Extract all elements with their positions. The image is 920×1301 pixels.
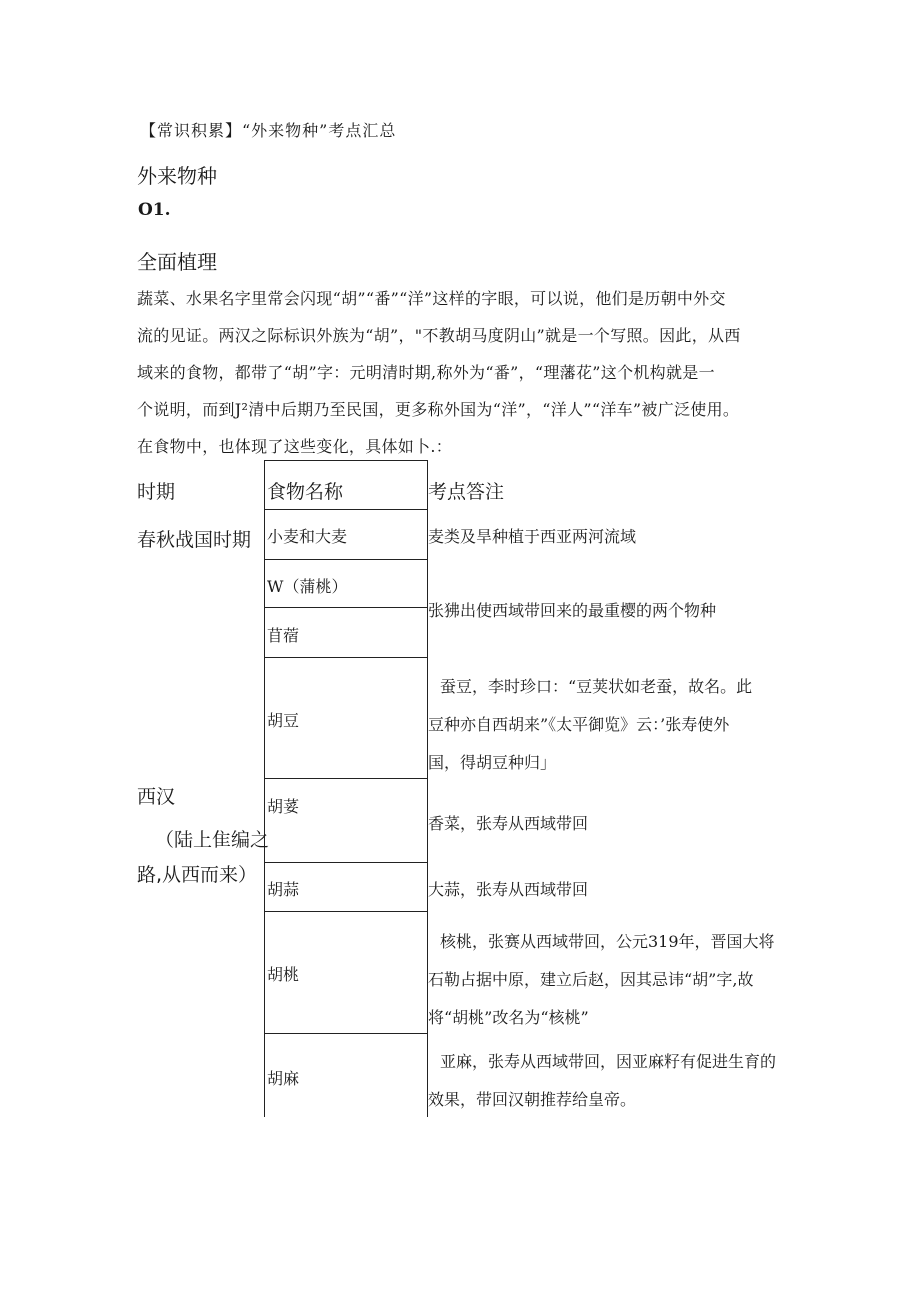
period-western-han: 西汉 bbox=[137, 786, 176, 808]
table-header-period: 时期 bbox=[137, 481, 176, 503]
table-rule bbox=[264, 1033, 427, 1034]
paragraph-line: 在食物中，也体现了这些变化，具体如卜.： bbox=[137, 437, 453, 456]
food-name: 胡桃 bbox=[267, 965, 300, 984]
table-rule bbox=[264, 657, 427, 658]
food-name: 胡蒜 bbox=[267, 880, 300, 899]
note-text: 蚕豆，李时珍口：“豆荚状如老蚕，故名。此 豆种亦自西胡来”《太平御览》云：’张寿使外 国，得胡豆种归」 bbox=[428, 677, 753, 772]
food-name: 胡荽 bbox=[267, 797, 300, 816]
note-text: 麦类及旱种植于西亚两河流域 bbox=[428, 527, 637, 546]
note-text: 核桃，张赛从西域带回，公元319年，晋国大将 石勒占据中原，建立后赵，因其忌讳“胡”字,故 将“胡桃”改名为“核桃” bbox=[428, 932, 775, 1027]
food-name: 胡豆 bbox=[267, 711, 300, 730]
table-rule bbox=[264, 460, 427, 461]
food-name: W（蒲桃） bbox=[267, 577, 348, 596]
table-rule bbox=[264, 778, 427, 779]
subsection-title: 全面植理 bbox=[137, 250, 217, 274]
table-rule bbox=[264, 559, 427, 560]
note-text: 张狒出使西域带回来的最重樱的两个物种 bbox=[428, 601, 717, 620]
food-name: 胡麻 bbox=[267, 1069, 300, 1088]
section-number: O1. bbox=[138, 200, 171, 220]
table-rule bbox=[264, 911, 427, 912]
document-header: 【常识积累】“外来物种”考点汇总 bbox=[140, 121, 397, 140]
paragraph-line: 个说明，而到J²清中后期乃至民国，更多称外国为“洋”，“洋人”“洋车”被广泛使用。 bbox=[137, 400, 740, 419]
note-text: 亚麻，张寿从西域带回，因亚麻籽有促进生育的 效果，带回汉朝推荐给皇帝。 bbox=[428, 1052, 777, 1109]
food-name: 小麦和大麦 bbox=[267, 527, 348, 546]
period-spring-autumn: 春秋战国时期 bbox=[137, 529, 252, 551]
food-name: 苜蓿 bbox=[267, 626, 300, 645]
table-header-food: 食物名称 bbox=[267, 481, 344, 503]
table-rule bbox=[264, 607, 427, 608]
period-western-han-note: （陆上隹编之 bbox=[155, 829, 270, 851]
paragraph-line: 域来的食物，都带了“胡”字：元明清时期,称外为“番”，“理藩花”这个机构就是一 bbox=[137, 363, 715, 382]
table-header-note: 考点答注 bbox=[428, 481, 505, 503]
table-rule bbox=[264, 509, 427, 510]
section-title: 外来物种 bbox=[137, 164, 217, 188]
paragraph-line: 蔬菜、水果名字里常会闪现“胡”“番”“洋”这样的字眼，可以说，他们是历朝中外交 bbox=[137, 289, 726, 308]
table-rule bbox=[264, 862, 427, 863]
period-western-han-note: 路,从西而来） bbox=[137, 864, 258, 886]
note-text: 香菜，张寿从西域带回 bbox=[428, 814, 589, 833]
paragraph-line: 流的见证。两汉之际标识外族为“胡”，"不教胡马度阴山”就是一个写照。因此，从西 bbox=[137, 326, 741, 345]
note-text: 大蒜，张寿从西域带回 bbox=[428, 880, 589, 899]
